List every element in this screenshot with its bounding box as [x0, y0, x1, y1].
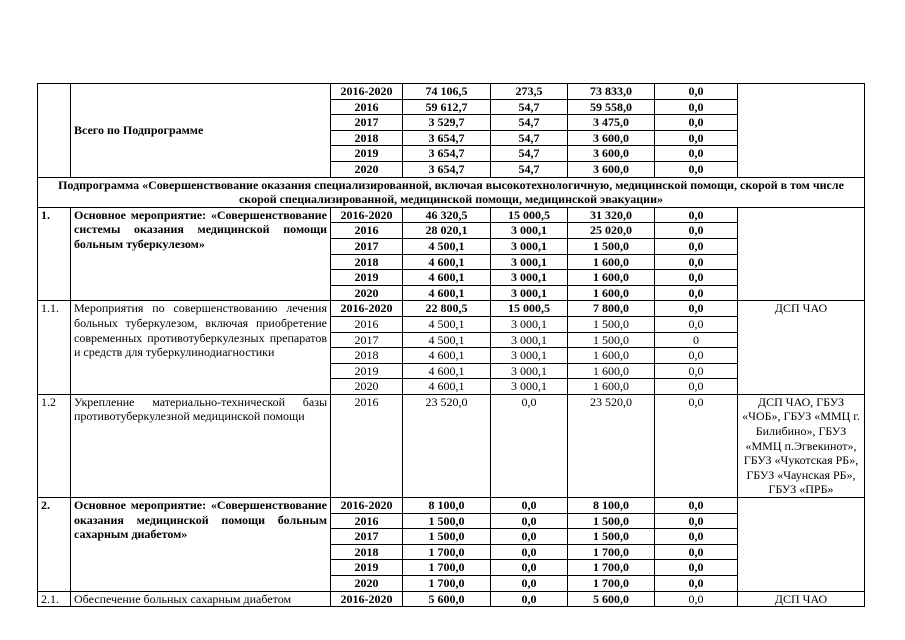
cell-total: 4 600,1 — [403, 363, 491, 379]
cell-year: 2018 — [331, 130, 403, 146]
cell-fed: 3 000,1 — [491, 285, 568, 301]
row-name: Основное мероприятие: «Совершенствование оказания медицинской помощи больным сахарным диабетом» — [71, 498, 331, 592]
cell-year: 2020 — [331, 161, 403, 177]
row-number: 2.1. — [38, 591, 71, 607]
cell-reg: 8 100,0 — [568, 498, 655, 514]
cell-other: 0,0 — [655, 301, 738, 317]
cell-fed: 3 000,1 — [491, 332, 568, 348]
cell-year: 2016 — [331, 513, 403, 529]
cell-total: 1 500,0 — [403, 529, 491, 545]
cell-other: 0,0 — [655, 84, 738, 100]
subprogram-row — [38, 177, 865, 207]
cell-fed: 3 000,1 — [491, 270, 568, 286]
table-row — [38, 498, 865, 514]
table-row — [38, 394, 865, 497]
cell-reg: 1 600,0 — [568, 254, 655, 270]
cell-total: 1 700,0 — [403, 576, 491, 592]
responsible: ДСП ЧАО — [738, 591, 865, 607]
cell-year: 2016 — [331, 316, 403, 332]
cell-other: 0,0 — [655, 146, 738, 162]
cell-fed: 3 000,1 — [491, 379, 568, 395]
cell-total: 3 654,7 — [403, 146, 491, 162]
cell-year: 2020 — [331, 285, 403, 301]
cell-fed: 54,7 — [491, 146, 568, 162]
cell-reg: 1 500,0 — [568, 529, 655, 545]
cell-fed: 0,0 — [491, 394, 568, 497]
cell-reg: 1 600,0 — [568, 363, 655, 379]
cell-fed: 3 000,1 — [491, 223, 568, 239]
cell-total: 1 500,0 — [403, 513, 491, 529]
cell-other: 0,0 — [655, 316, 738, 332]
cell-total: 5 600,0 — [403, 591, 491, 607]
cell-year: 2016 — [331, 223, 403, 239]
cell-other: 0,0 — [655, 223, 738, 239]
cell-other: 0,0 — [655, 591, 738, 607]
cell-reg: 3 475,0 — [568, 115, 655, 131]
cell-reg: 59 558,0 — [568, 99, 655, 115]
cell-year: 2016-2020 — [331, 498, 403, 514]
cell-fed: 15 000,5 — [491, 207, 568, 223]
cell-total: 23 520,0 — [403, 394, 491, 497]
cell-other: 0,0 — [655, 285, 738, 301]
cell-other: 0,0 — [655, 529, 738, 545]
cell-year: 2016-2020 — [331, 301, 403, 317]
cell-year: 2016-2020 — [331, 207, 403, 223]
cell-year: 2019 — [331, 146, 403, 162]
table-row — [38, 207, 865, 223]
cell-year: 2018 — [331, 254, 403, 270]
cell-fed: 54,7 — [491, 161, 568, 177]
cell-other: 0,0 — [655, 544, 738, 560]
cell-total: 46 320,5 — [403, 207, 491, 223]
cell-total: 8 100,0 — [403, 498, 491, 514]
table-row — [38, 591, 865, 607]
table-row — [38, 301, 865, 317]
cell-other: 0,0 — [655, 254, 738, 270]
cell-year: 2016 — [331, 394, 403, 497]
cell-other: 0,0 — [655, 270, 738, 286]
row-name: Укрепление материально-технической базы противотуберкулезной медицинской помощи — [71, 394, 331, 497]
cell-fed: 0,0 — [491, 513, 568, 529]
cell-fed: 0,0 — [491, 529, 568, 545]
cell-year: 2017 — [331, 115, 403, 131]
cell-total: 59 612,7 — [403, 99, 491, 115]
cell-year: 2017 — [331, 529, 403, 545]
cell-fed: 54,7 — [491, 115, 568, 131]
cell-total: 4 600,1 — [403, 348, 491, 364]
row-number — [38, 84, 71, 178]
budget-table — [37, 83, 865, 607]
cell-other: 0,0 — [655, 348, 738, 364]
cell-reg: 1 600,0 — [568, 348, 655, 364]
cell-reg: 1 500,0 — [568, 332, 655, 348]
cell-reg: 7 800,0 — [568, 301, 655, 317]
cell-fed: 54,7 — [491, 130, 568, 146]
cell-year: 2019 — [331, 363, 403, 379]
cell-fed: 0,0 — [491, 560, 568, 576]
cell-other: 0,0 — [655, 379, 738, 395]
cell-other: 0,0 — [655, 513, 738, 529]
cell-fed: 15 000,5 — [491, 301, 568, 317]
cell-other: 0,0 — [655, 99, 738, 115]
row-name: Всего по Подпрограмме — [71, 84, 331, 178]
cell-total: 28 020,1 — [403, 223, 491, 239]
cell-reg: 23 520,0 — [568, 394, 655, 497]
cell-total: 4 500,1 — [403, 332, 491, 348]
cell-total: 4 600,1 — [403, 285, 491, 301]
cell-other: 0,0 — [655, 498, 738, 514]
cell-reg: 1 600,0 — [568, 285, 655, 301]
row-number: 1.2 — [38, 394, 71, 497]
cell-fed: 3 000,1 — [491, 316, 568, 332]
cell-year: 2016 — [331, 99, 403, 115]
cell-other: 0,0 — [655, 363, 738, 379]
cell-reg: 1 700,0 — [568, 576, 655, 592]
cell-reg: 1 500,0 — [568, 316, 655, 332]
table-row — [38, 84, 865, 100]
cell-year: 2016-2020 — [331, 84, 403, 100]
cell-year: 2020 — [331, 379, 403, 395]
cell-reg: 3 600,0 — [568, 161, 655, 177]
subprogram-title: Подпрограмма «Совершенствование оказания специализированной, включая высокотехнологичную, медицинской помощи, скорой в том числе скорой специализированной, медицинской помощи, медицинской эвакуации» — [38, 177, 865, 207]
cell-reg: 73 833,0 — [568, 84, 655, 100]
responsible — [738, 84, 865, 178]
cell-total: 74 106,5 — [403, 84, 491, 100]
row-name: Обеспечение больных сахарным диабетом — [71, 591, 331, 607]
cell-reg: 25 020,0 — [568, 223, 655, 239]
cell-reg: 5 600,0 — [568, 591, 655, 607]
cell-total: 4 600,1 — [403, 270, 491, 286]
cell-reg: 1 700,0 — [568, 560, 655, 576]
cell-year: 2017 — [331, 332, 403, 348]
cell-fed: 273,5 — [491, 84, 568, 100]
cell-year: 2019 — [331, 270, 403, 286]
cell-reg: 3 600,0 — [568, 146, 655, 162]
cell-total: 4 600,1 — [403, 379, 491, 395]
cell-total: 3 654,7 — [403, 161, 491, 177]
responsible: ДСП ЧАО — [738, 301, 865, 395]
cell-total: 3 654,7 — [403, 130, 491, 146]
cell-other: 0,0 — [655, 238, 738, 254]
cell-total: 1 700,0 — [403, 544, 491, 560]
cell-fed: 3 000,1 — [491, 238, 568, 254]
cell-other: 0,0 — [655, 130, 738, 146]
cell-year: 2018 — [331, 348, 403, 364]
cell-total: 4 500,1 — [403, 238, 491, 254]
cell-reg: 1 600,0 — [568, 270, 655, 286]
row-name: Мероприятия по совершенствованию лечения больных туберкулезом, включая приобретение современных противотуберкулезных препаратов и средств для туберкулинодиагностики — [71, 301, 331, 395]
cell-year: 2017 — [331, 238, 403, 254]
cell-reg: 1 500,0 — [568, 513, 655, 529]
cell-other: 0,0 — [655, 161, 738, 177]
cell-fed: 0,0 — [491, 576, 568, 592]
cell-total: 4 500,1 — [403, 316, 491, 332]
cell-fed: 3 000,1 — [491, 254, 568, 270]
cell-year: 2019 — [331, 560, 403, 576]
cell-total: 1 700,0 — [403, 560, 491, 576]
cell-reg: 1 500,0 — [568, 238, 655, 254]
row-number: 2. — [38, 498, 71, 592]
row-number: 1.1. — [38, 301, 71, 395]
cell-total: 22 800,5 — [403, 301, 491, 317]
cell-fed: 0,0 — [491, 498, 568, 514]
cell-fed: 3 000,1 — [491, 363, 568, 379]
cell-reg: 3 600,0 — [568, 130, 655, 146]
cell-other: 0,0 — [655, 560, 738, 576]
cell-other: 0 — [655, 332, 738, 348]
cell-total: 4 600,1 — [403, 254, 491, 270]
cell-other: 0,0 — [655, 207, 738, 223]
cell-reg: 31 320,0 — [568, 207, 655, 223]
row-name: Основное мероприятие: «Совершенствование системы оказания медицинской помощи больным туберкулезом» — [71, 207, 331, 301]
cell-year: 2016-2020 — [331, 591, 403, 607]
responsible: ДСП ЧАО, ГБУЗ «ЧОБ», ГБУЗ «ММЦ г. Билибино», ГБУЗ «ММЦ п.Эгвекинот», ГБУЗ «Чукотская РБ», ГБУЗ «Чаунская РБ», ГБУЗ «ПРБ» — [738, 394, 865, 497]
cell-reg: 1 600,0 — [568, 379, 655, 395]
row-number: 1. — [38, 207, 71, 301]
responsible — [738, 498, 865, 592]
cell-year: 2018 — [331, 544, 403, 560]
cell-other: 0,0 — [655, 115, 738, 131]
responsible — [738, 207, 865, 301]
cell-fed: 54,7 — [491, 99, 568, 115]
cell-fed: 0,0 — [491, 591, 568, 607]
cell-other: 0,0 — [655, 394, 738, 497]
cell-other: 0,0 — [655, 576, 738, 592]
cell-total: 3 529,7 — [403, 115, 491, 131]
cell-year: 2020 — [331, 576, 403, 592]
cell-fed: 0,0 — [491, 544, 568, 560]
cell-reg: 1 700,0 — [568, 544, 655, 560]
cell-fed: 3 000,1 — [491, 348, 568, 364]
